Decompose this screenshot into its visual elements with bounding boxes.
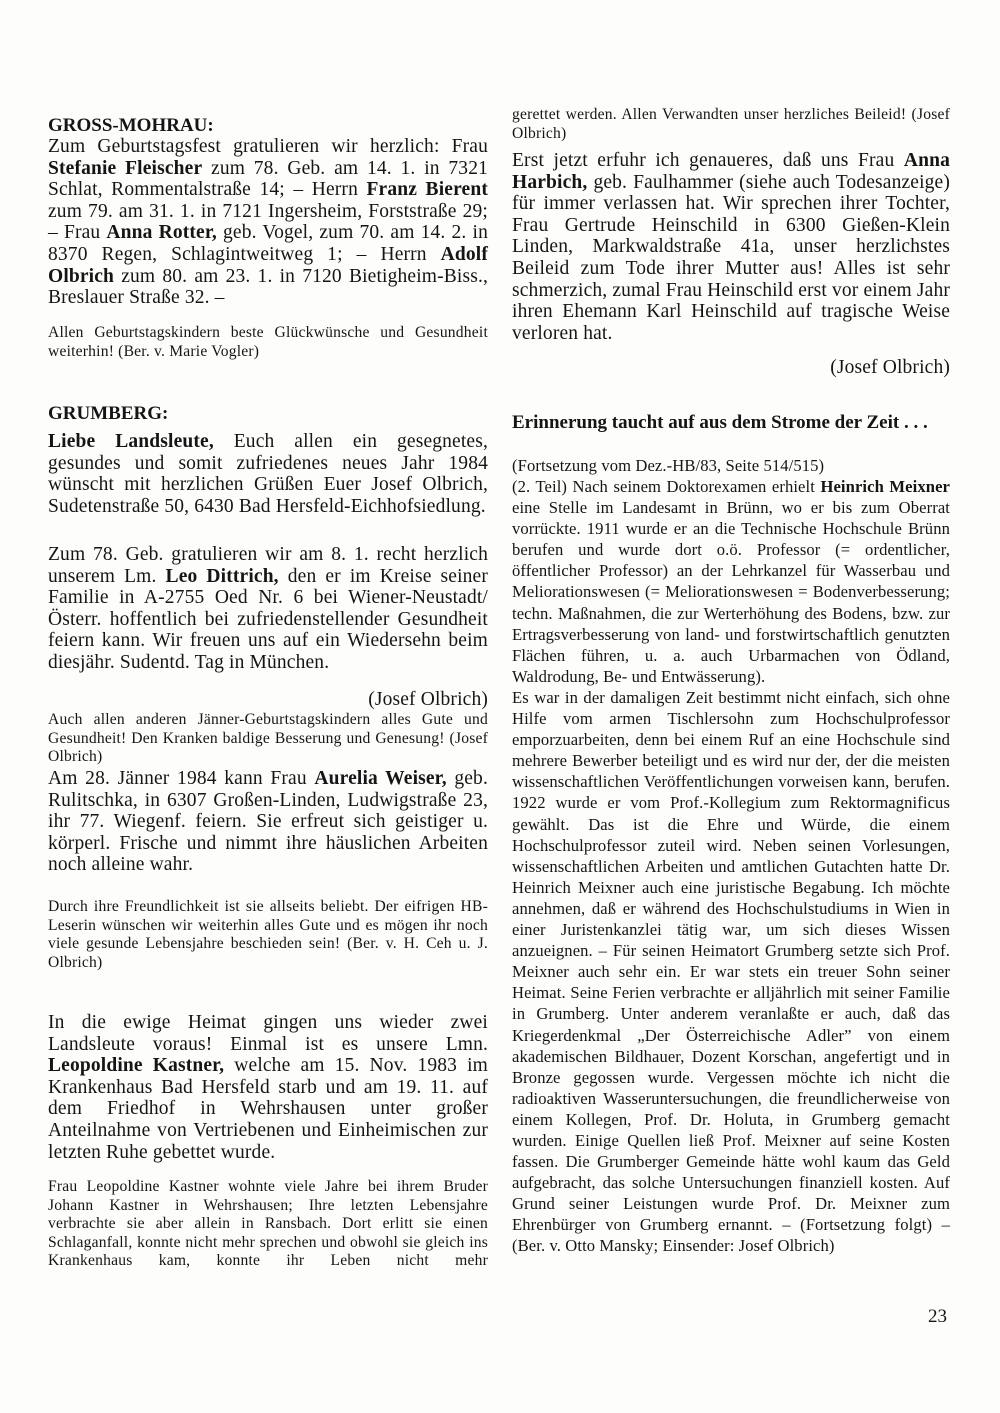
- paragraph-birthday-leo-dittrich: [48, 544, 488, 674]
- bold-name: Adolf Olbrich: [48, 243, 488, 287]
- article-paragraph-1: [512, 476, 950, 687]
- text-run: Auch allen anderen Jänner-Geburtstagskindern alles Gute und Gesundheit! Den Kranken baldige Besserung und Genesung! (Josef Olbrich): [48, 711, 488, 766]
- bold-name: Liebe Landsleute,: [48, 431, 214, 452]
- text-run: Zum 78. Geb. gratulieren wir am 8. 1. recht herzlich unserem Lm.: [48, 544, 488, 587]
- text-run: eine Stelle im Landesamt in Brünn, wo er bis zum Oberrat vorrückte. 1911 wurde er an die Technische Hochschule Brünn berufen und wurde dort o.ö. Professor (= ordentlicher, öffentlicher Professor) an der Lehrkanzel für Wasserbau und Meliorationswesen (= Meliorationswesen = Bodenverbesserung; techn. Maßnahmen, die zur Werterhöhung des Bodens, bzw. zur Ertragsverbesserung von land- und forstwirtschaftlich genutzten Flächen führen, u. a. auch Urbarmachen von Ödland, Waldrodung, Be- und Entwässerung).: [512, 498, 950, 686]
- note-obituary-kastner: [48, 1178, 488, 1271]
- text-run: zum 78. Geb. am 14. 1. in 7321 Schlat, Rommentalstraße 14; – Herrn: [48, 157, 489, 201]
- text-run: Erst jetzt erfuhr ich genaueres, daß uns Frau: [512, 150, 904, 171]
- paragraph-new-year-greeting: [48, 431, 488, 517]
- text-run: welche am 15. Nov. 1983 im Krankenhaus Bad Hersfeld starb und am 19. 11. auf dem Friedhof in Wehrshausen unter großer Anteilnahme von Vertriebenen und Einheimischen zur letzten Ruhe gebettet wurde.: [48, 1055, 488, 1163]
- text-run: Euch allen ein gesegnetes, gesundes und somit zufriedenes neues Jahr 1984 wünscht mit herzlichen Grüßen Euer Josef Olbrich, Sudetenstraße 50, 6430 Bad Hersfeld-Eichhofsiedlung.: [48, 431, 488, 517]
- article-source: [512, 455, 950, 476]
- bold-name: Leo Dittrich,: [165, 565, 279, 587]
- bold-name: Anna Rotter,: [106, 222, 217, 244]
- signature: (Josef Olbrich): [830, 357, 950, 378]
- paragraph-obituary-harbich: [512, 150, 950, 344]
- note-aurelia-weiser: [48, 898, 488, 972]
- paragraph-obituary-kastner: [48, 1012, 488, 1163]
- note-obituary-continued: [512, 106, 950, 143]
- signature: (Josef Olbrich): [368, 689, 488, 710]
- text-run: (2. Teil) Nach seinem Doktorexamen erhielt: [512, 477, 821, 496]
- paragraph-birthday-aurelia-weiser: [48, 768, 488, 876]
- text-run: Frau Leopoldine Kastner wohnte viele Jahre bei ihrem Bruder Johann Kastner in Wehrshausen; Ihre letzten Lebensjahre verbrachte sie aber allein in Ransbach. Dort erlitt sie einen Schlaganfall, konnte nicht mehr sprechen und obwohl sie gleich ins Krankenhaus kam, konnte ihr Leben nicht mehr: [48, 1178, 488, 1270]
- bold-name: Stefanie Fleischer: [48, 157, 203, 179]
- text-run: den er im Kreise seiner Familie in A-2755 Oed Nr. 6 bei Wiener-Neustadt/Österr. hoffentlich bei zufriedenstellender Gesundheit feiern kann. Wir freuen uns auf ein Wiedersehn beim diesjähr. Sudentd. Tag in München.: [48, 565, 488, 673]
- text-run: zum 80. am 23. 1. in 7120 Bietigheim-Biss., Breslauer Straße 32. –: [48, 265, 488, 309]
- text-run: Zum Geburtstagsfest gratulieren wir herzlich: Frau: [48, 136, 488, 157]
- bold-name: Franz Bierent: [366, 179, 488, 201]
- text-run: geb. Faulhammer (siehe auch Todesanzeige) für immer verlassen hat. Wir sprechen ihrer Tochter, Frau Gertrude Heinschild in 6300 Gießen-Klein Linden, Markwaldstraße 41a, unser herzlichstes Beileid zum Tode ihrer Mutter aus! Alles ist sehr schmerzich, zumal Frau Heinschild erst vor einem Jahr ihren Ehemann Karl Heinschild auf tragische Weise verloren hat.: [512, 171, 950, 344]
- bold-name: Anna Harbich,: [512, 150, 950, 193]
- paragraph-birthdays-gross-mohrau: [48, 136, 488, 309]
- section-heading-gross-mohrau: GROSS-MOHRAU:: [48, 115, 214, 136]
- section-heading-grumberg: GRUMBERG:: [48, 403, 169, 424]
- text-run: zum 79. am 31. 1. in 7121 Ingersheim, Forststraße 29; – Frau: [48, 200, 488, 244]
- text-run: Am 28. Jänner 1984 kann Frau: [48, 768, 315, 789]
- note-birthday-wishes: [48, 324, 488, 361]
- text-run: Durch ihre Freundlichkeit ist sie allseits beliebt. Der eifrigen HB-Leserin wünschen wir weiterhin alles Gute und es mögen ihr noch viele gesunde Lebensjahre beschieden sein! (Ber. v. H. Ceh u. J. Olbrich): [48, 898, 488, 971]
- text-run: (Fortsetzung vom Dez.-HB/83, Seite 514/515): [512, 456, 825, 475]
- article-heading: Erinnerung taucht auf aus dem Strome der Zeit . . .: [512, 412, 928, 433]
- bold-name: Aurelia Weiser,: [314, 768, 447, 789]
- bold-name: Heinrich Meixner: [820, 477, 951, 496]
- article-paragraph-2: [512, 687, 950, 1257]
- note-january-birthdays: [48, 711, 488, 767]
- text-run: geb. Rulitschka, in 6307 Großen-Linden, Ludwigstraße 23, ihr 77. Wiegenf. feiern. Sie erfreut sich geistiger u. körperl. Frische und nimmt ihre häuslichen Arbeiten noch alleine wahr.: [48, 768, 488, 876]
- text-run: Es war in der damaligen Zeit bestimmt nicht einfach, sich ohne Hilfe vom armen Tischlersohn zum Hochschulprofessor emporzuarbeiten, denn bei einem Ruf an eine Hochschule sind mehrere Bewerber beteiligt und es wird nur der, der die meisten wissenschaftlichen Veröffentlichungen vorweisen kann, berufen. 1922 wurde er vom Prof.-Kollegium zum Rektormagnificus gewählt. Das ist die Ehre und Würde, die einem Hochschulprofessor zuteil wird. Neben seinen Vorlesungen, wissenschaftlichen Arbeiten und amtlichen Gutachten hatte Dr. Heinrich Meixner auch eine juristische Begabung. Ich möchte annehmen, daß er während des Hochschulstudiums in Wien in einer Juristenkanzlei tätig war, um sich dieses Wissen anzueignen. – Für seinen Heimatort Grumberg setzte sich Prof. Meixner auch sehr ein. Er war stets ein treuer Sohn seiner Heimat. Seine Ferien verbrachte er alljährlich mit seiner Familie in Grumberg. Unter anderem veranlaßte er auch, daß das Kriegerdenkmal „Der Österreichische Adler” von einem akademischen Bildhauer, Dozent Korschan, angefertigt und in Bronze gegossen wurde. Vergessen möchte ich nicht die radioaktiven Wasseruntersuchungen, die freundlicherweise von einem Kollegen, Prof. Dr. Holuta, in Grumberg gemacht wurden. Einige Quellen ließ Prof. Meixner auf seine Kosten fassen. Die Grumberger Gemeinde hätte wohl kaum das Geld aufgebracht, das solche Untersuchungen finanziell kosten. Auf Grund seiner Leistungen wurde Prof. Dr. Meixner zum Ehrenbürger von Grumberg ernannt. – (Fortsetzung folgt) – (Ber. v. Otto Mansky; Einsender: Josef Olbrich): [512, 688, 950, 1256]
- text-run: geb. Vogel, zum 70. am 14. 2. in 8370 Regen, Schlagintweitweg 1; – Herrn: [48, 222, 488, 265]
- text-run: In die ewige Heimat gingen uns wieder zwei Landsleute voraus! Einmal ist es unsere Lmn.: [48, 1012, 488, 1055]
- text-run: gerettet werden. Allen Verwandten unser herzliches Beileid! (Josef Olbrich): [512, 106, 950, 142]
- bold-name: Leopoldine Kastner,: [48, 1055, 225, 1077]
- text-run: Allen Geburtstagskindern beste Glückwünsche und Gesundheit weiterhin! (Ber. v. Marie Vogler): [48, 324, 488, 360]
- page-number: 23: [928, 1306, 947, 1327]
